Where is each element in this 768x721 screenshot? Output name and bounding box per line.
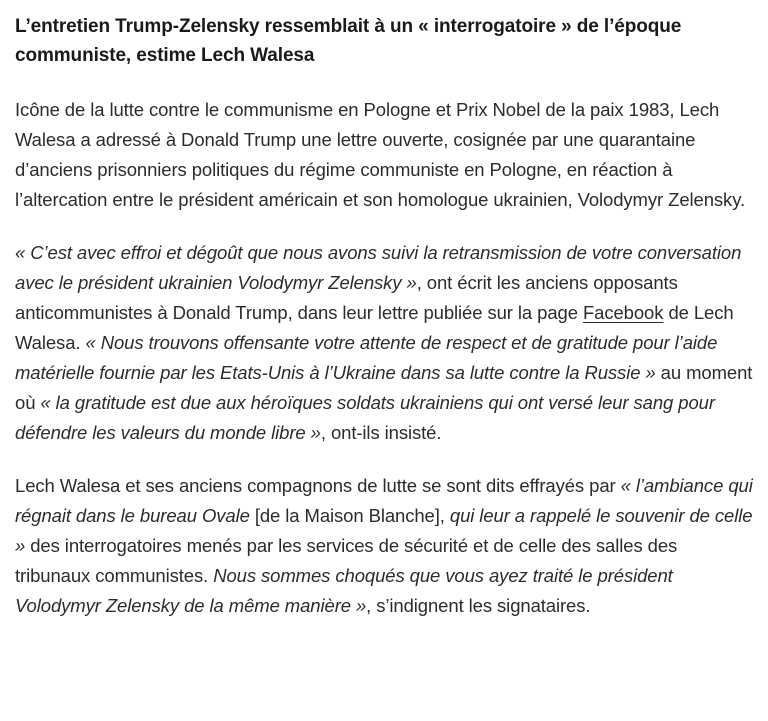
paragraph-text: de Lech Walesa. (15, 302, 734, 353)
quote-choques: Nous sommes choqués que vous ayez traité le président Volodymyr Zelensky de la même manière » (15, 565, 673, 616)
quote-effroi: « C’est avec effroi et dégoût que nous avons suivi la retransmission de votre conversation avec le président ukrainien Volodymyr Zelensky » (15, 242, 742, 293)
paragraph-text: , s’indignent les signataires. (366, 595, 591, 616)
article-paragraph-letter-quote (15, 238, 753, 448)
quote-gratitude: « la gratitude est due aux héroïques soldats ukrainiens qui ont versé leur sang pour défendre les valeurs du monde libre » (15, 392, 715, 443)
article-paragraph-bureau-ovale (15, 471, 753, 621)
article-paragraph-intro: Icône de la lutte contre le communisme en Pologne et Prix Nobel de la paix 1983, Lech Walesa a adressé à Donald Trump une lettre ouverte, cosignée par une quarantaine d’anciens prisonniers politiques du régime communiste en Pologne, en réaction à l’altercation entre le président américain et son homologue ukrainien, Volodymyr Zelensky. (15, 99, 746, 210)
paragraph-text: , ont-ils insisté. (320, 422, 442, 443)
paragraph-text: au moment où (15, 362, 753, 413)
paragraph-text: , ont écrit les anciens opposants anticommunistes à Donald Trump, dans leur lettre publiée sur la page (15, 272, 678, 323)
quote-ambiance: « l’ambiance qui régnait dans le bureau Ovale (15, 475, 753, 526)
paragraph-text: Lech Walesa et ses anciens compagnons de lutte se sont dits effrayés par (15, 475, 621, 496)
paragraph-text: [de la Maison Blanche], (249, 505, 450, 526)
article (15, 12, 753, 621)
paragraph-text: des interrogatoires menés par les services de sécurité et de celle des salles des tribunaux communistes. (15, 535, 678, 586)
quote-offensante: « Nous trouvons offensante votre attente de respect et de gratitude pour l’aide matérielle fournie par les Etats-Unis à l’Ukraine dans sa lutte contre la Russie » (15, 332, 718, 383)
quote-souvenir: qui leur a rappelé le souvenir de celle » (15, 505, 753, 556)
facebook-link[interactable]: Facebook (582, 302, 664, 323)
article-headline: L’entretien Trump-Zelensky ressemblait à un « interrogatoire » de l’époque communiste, estime Lech Walesa (15, 16, 682, 66)
